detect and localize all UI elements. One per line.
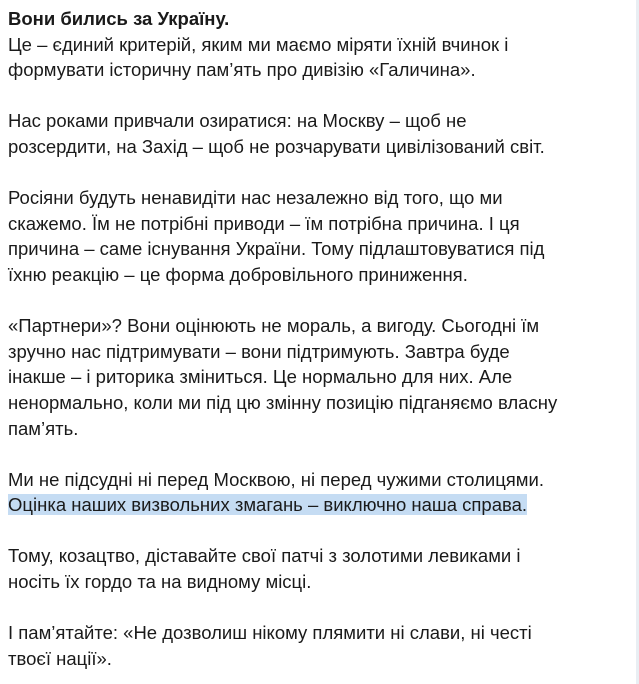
paragraph-line: Нас роками привчали озиратися: на Москву – щоб не [8, 110, 467, 132]
post-title: Вони бились за Україну. [8, 8, 230, 29]
paragraph-line[interactable] [8, 492, 631, 518]
paragraph-line: Росіяни будуть ненавидіти нас незалежно від того, що ми [8, 187, 503, 209]
paragraph-line: носіть їх гордо та на видному місці. [8, 571, 312, 593]
paragraph-partners [8, 313, 631, 441]
paragraph-line: Ми не підсудні ні перед Москвою, ні перед чужими столицями. [8, 468, 545, 490]
paragraph-criterion [8, 32, 631, 83]
paragraph-look-back [8, 108, 631, 159]
paragraph-remember [8, 620, 631, 671]
highlighted-text-selection[interactable]: Оцінка наших визвольних змагань – виключно наша справа. [8, 494, 528, 516]
paragraph-line: пам’ять. [8, 417, 79, 439]
paragraph-line: розсердити, на Захід – щоб не розчарувати цивілізований світ. [8, 135, 545, 157]
paragraph-line: їхню реакцію – це форма добровільного приниження. [8, 263, 468, 285]
paragraph-russians [8, 185, 631, 287]
paragraph-line: Це – єдиний критерій, яким ми маємо міряти їхній вчинок і [8, 33, 509, 55]
paragraph-line: І пам’ятайте: «Не дозволиш нікому плямити ні слави, ні честі [8, 622, 532, 644]
paragraph-line: зручно нас підтримувати – вони підтримують. Завтра буде [8, 340, 510, 362]
paragraph-line: ненормально, коли ми під цю змінну позицію підганяємо власну [8, 391, 558, 413]
paragraph-line: Тому, козацтво, діставайте свої патчі з золотими левиками і [8, 545, 521, 567]
paragraph-patches [8, 543, 631, 594]
paragraph-line: «Партнери»? Вони оцінюють не мораль, а вигоду. Сьогодні їм [8, 315, 540, 337]
paragraph-line: формувати історичну пам’ять про дивізію «Галичина». [8, 59, 476, 81]
paragraph-line: інакше – і риторика зміниться. Це нормально для них. Але [8, 366, 513, 388]
paragraph-line: причина – саме існування України. Тому підлаштовуватися під [8, 238, 545, 260]
paragraph-not-on-trial [8, 467, 631, 518]
paragraph-line: скажемо. Їм не потрібні приводи – їм потрібна причина. І ця [8, 212, 520, 234]
paragraph-line: твоєї нації». [8, 647, 112, 669]
